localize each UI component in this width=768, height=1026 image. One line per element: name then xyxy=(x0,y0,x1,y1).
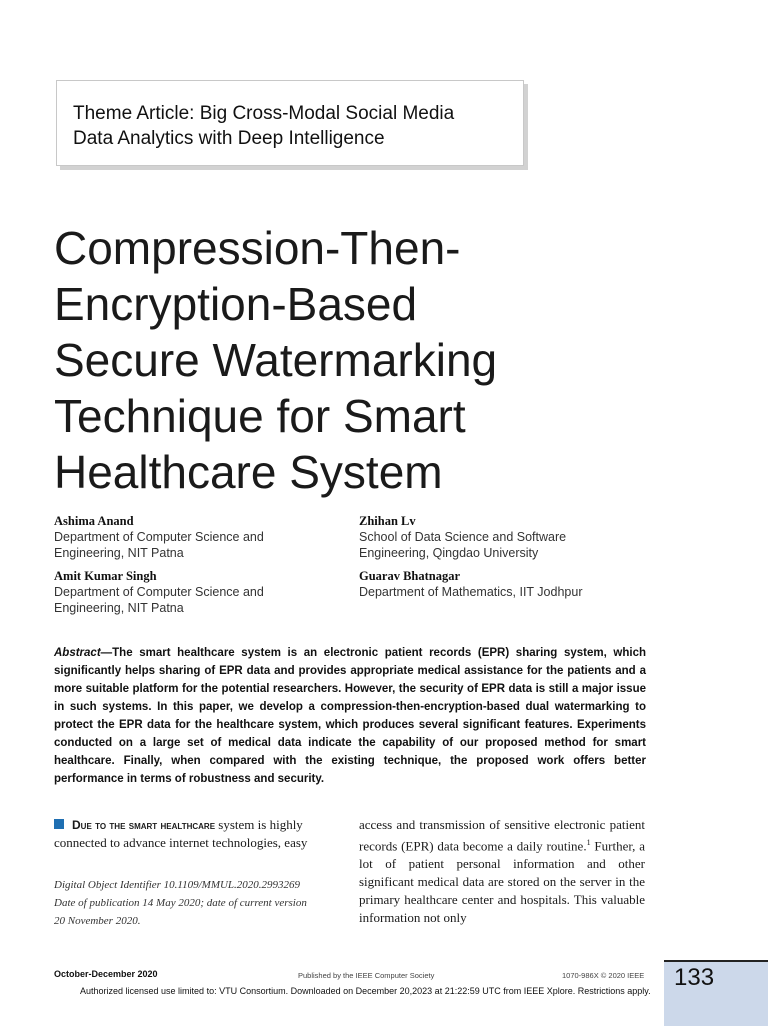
title-line-2: Encryption-Based xyxy=(54,278,418,330)
title-line-5: Healthcare System xyxy=(54,446,443,498)
abstract xyxy=(54,644,646,788)
footer-copyright: 1070-986X © 2020 IEEE xyxy=(562,971,645,980)
author-block-1 xyxy=(54,513,354,561)
body-text-left: system is highly connected to advance internet technologies, easy xyxy=(54,817,308,850)
publication-metadata xyxy=(54,876,344,930)
publication-date-line-2: 20 November 2020. xyxy=(54,915,141,927)
license-notice: Authorized licensed use limited to: VTU Consortium. Downloaded on December 20,2023 at 21:22:59 UTC from IEEE Xplore. Restrictions apply. xyxy=(80,986,651,996)
theme-line-1: Theme Article: Big Cross-Modal Social Media xyxy=(73,103,455,124)
page-number: 133 xyxy=(674,964,715,991)
author-affiliation: School of Data Science and Software xyxy=(359,530,567,544)
author-affiliation: Department of Mathematics, IIT Jodhpur xyxy=(359,585,583,599)
footer-publisher: Published by the IEEE Computer Society xyxy=(298,971,435,980)
abstract-label: Abstract xyxy=(54,647,101,659)
body-text-right-a: access and transmission of sensitive electronic patient records (EPR) data become a daily routine. xyxy=(359,817,645,854)
author-block-3 xyxy=(359,513,659,561)
author-name: Guarav Bhatnagar xyxy=(359,569,461,583)
article-title xyxy=(54,220,734,500)
author-block-2 xyxy=(54,568,354,616)
author-block-4 xyxy=(359,568,659,600)
body-column-right xyxy=(359,816,645,927)
reference-marker[interactable]: 1 xyxy=(586,838,591,847)
author-name: Ashima Anand xyxy=(54,514,134,528)
title-line-1: Compression-Then- xyxy=(54,222,461,274)
author-affiliation: Engineering, Qingdao University xyxy=(359,546,539,560)
author-affiliation: Department of Computer Science and xyxy=(54,530,264,544)
body-column-left xyxy=(54,816,342,852)
theme-article-box xyxy=(56,80,524,166)
title-line-3: Secure Watermarking xyxy=(54,334,498,386)
body-text-right-b: Further, a lot of patient personal information and other significant medical data are stored on the server in the primary healthcare center and hospitals. This valuable information not only xyxy=(359,838,645,926)
author-affiliation: Engineering, NIT Patna xyxy=(54,601,184,615)
theme-line-2: Data Analytics with Deep Intelligence xyxy=(73,128,385,149)
publication-date-line: Date of publication 14 May 2020; date of current version xyxy=(54,897,307,909)
author-affiliation: Engineering, NIT Patna xyxy=(54,546,184,560)
author-affiliation: Department of Computer Science and xyxy=(54,585,264,599)
title-line-4: Technique for Smart xyxy=(54,390,466,442)
author-name: Zhihan Lv xyxy=(359,514,416,528)
abstract-text: —The smart healthcare system is an electronic patient records (EPR) sharing system, which significantly helps sharing of EPR data and provides appropriate medical assistance for the patients and a more suitable platform for the potential researchers. However, the security of EPR data is still a major issue in such systems. In this paper, we develop a compression-then-encryption-based dual watermarking to protect the EPR data for the healthcare system, which produces several significant features. Experiments conducted on a large set of medical data indicate the capability of our proposed method for smart healthcare. Finally, when compared with the existing technique, the proposed work offers better performance in terms of robustness and security. xyxy=(54,647,646,785)
author-name: Amit Kumar Singh xyxy=(54,569,157,583)
footer-issue: October-December 2020 xyxy=(54,969,158,979)
doi-line: Digital Object Identifier 10.1109/MMUL.2020.2993269 xyxy=(54,879,301,891)
lead-in-smallcaps: Due to the smart healthcare xyxy=(72,818,216,832)
section-start-square-icon xyxy=(54,819,64,829)
